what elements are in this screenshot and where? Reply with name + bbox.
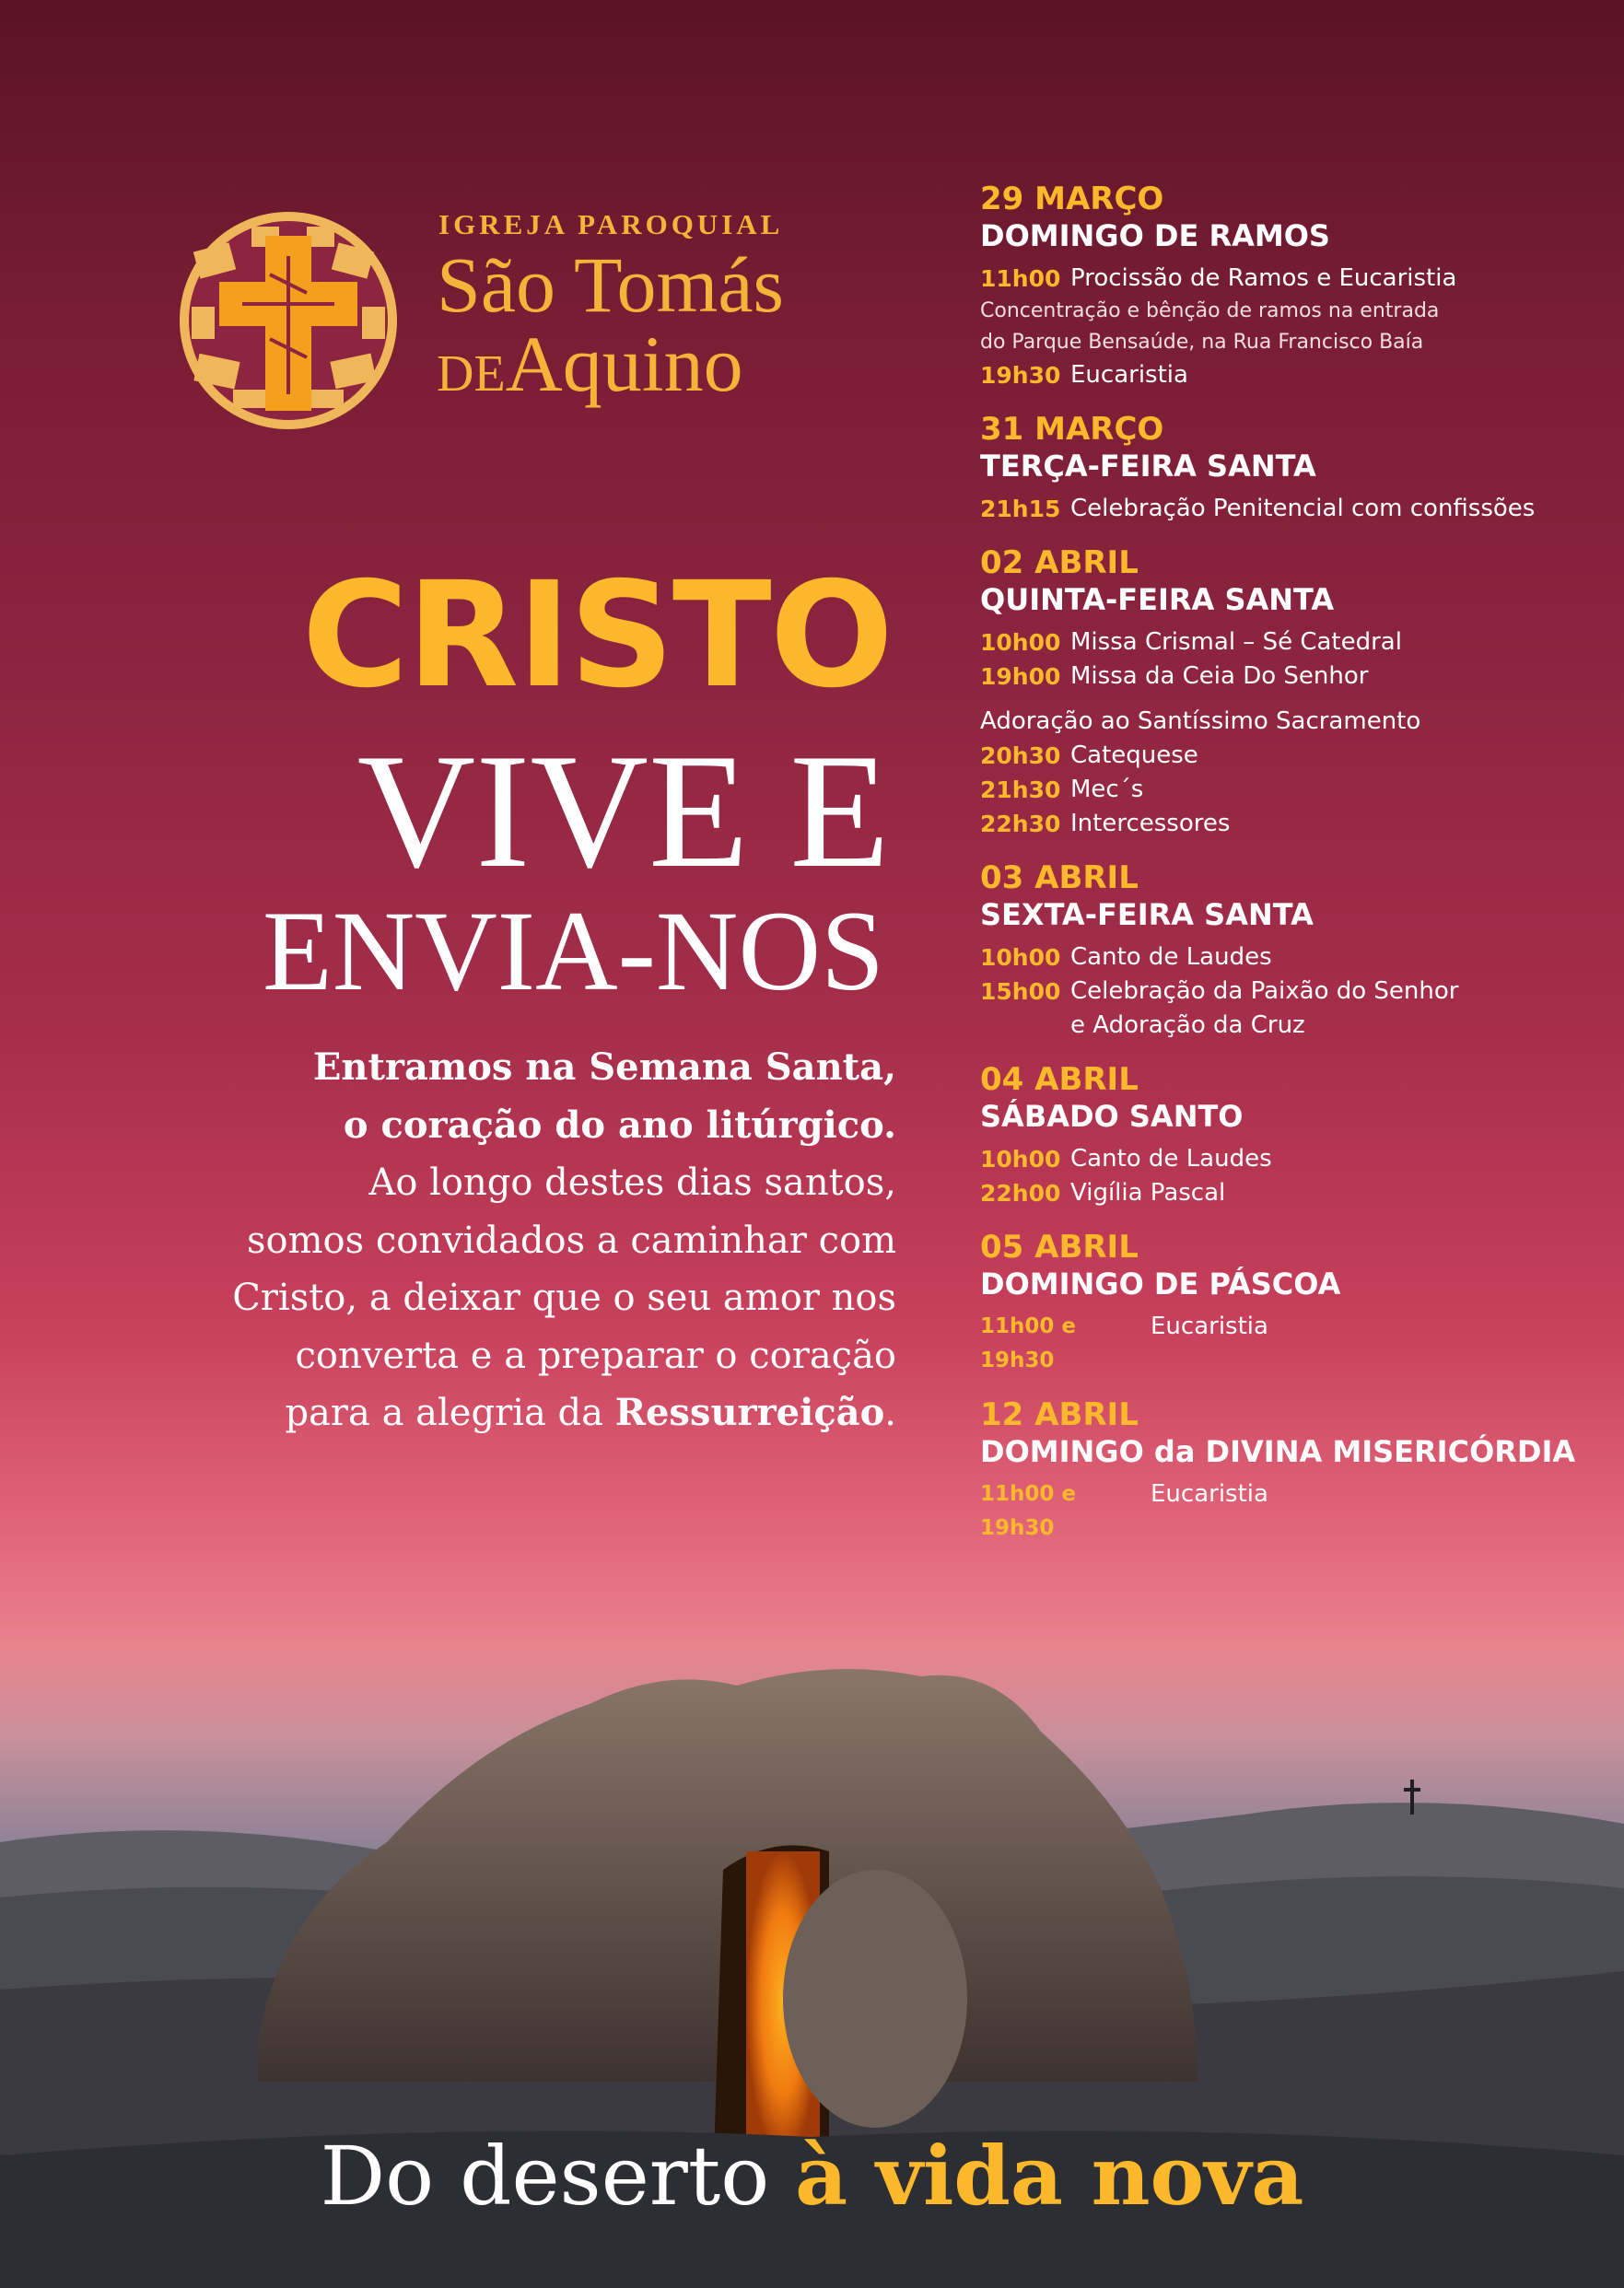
event-time: 15h00	[980, 978, 1061, 1005]
event-label: Intercessores	[1070, 810, 1231, 837]
event	[980, 739, 1606, 773]
day-date: 05 ABRIL	[980, 1229, 1139, 1266]
event-time: 20h30	[980, 742, 1061, 769]
intro-line: Entramos na Semana Santa,	[312, 1045, 896, 1089]
day-name: SEXTA-FEIRA SANTA	[980, 897, 1314, 932]
event-label: Catequese	[1070, 741, 1198, 769]
intro-text-ressurreicao: Ressurreição	[614, 1391, 885, 1434]
day-name: DOMINGO DE RAMOS	[980, 218, 1330, 253]
event	[980, 1477, 1606, 1546]
event-label: Missa Crismal – Sé Catedral	[1070, 628, 1402, 656]
title-envia-nos: ENVIA-NOS	[262, 888, 884, 1014]
event	[980, 1176, 1606, 1210]
event-time: 21h15	[980, 496, 1061, 522]
event-time: 11h00 e 19h30	[980, 1482, 1076, 1540]
event	[980, 1142, 1606, 1176]
intro-line: somos convidados a caminhar com	[246, 1219, 896, 1262]
event-label: Missa da Ceia Do Senhor	[1070, 662, 1369, 690]
day-date: 29 MARÇO	[980, 181, 1164, 217]
event	[980, 940, 1606, 975]
event-time: 19h00	[980, 663, 1061, 690]
day-date: 31 MARÇO	[980, 411, 1164, 448]
event-label: Canto de Laudes	[1070, 1145, 1272, 1173]
event-label: Celebração da Paixão do Senhor	[1070, 977, 1459, 1005]
schedule-day	[980, 1229, 1606, 1378]
day-date: 12 ABRIL	[980, 1396, 1139, 1433]
event-time: 22h00	[980, 1180, 1061, 1207]
day-name: SÁBADO SANTO	[980, 1099, 1244, 1134]
event-time: 10h00	[980, 629, 1061, 656]
intro-line: converta e a preparar o coração	[295, 1334, 896, 1377]
day-date: 03 ABRIL	[980, 859, 1139, 896]
event-note: do Parque Bensaúde, na Rua Francisco Baía	[980, 331, 1424, 354]
event-label: Eucaristia	[1070, 361, 1188, 389]
event-label: Canto de Laudes	[1070, 943, 1272, 971]
event-time: 11h00	[980, 265, 1061, 292]
schedule-day	[980, 1396, 1606, 1546]
event-label: Vigília Pascal	[1070, 1179, 1226, 1207]
tagline-part1: Do deserto	[320, 2129, 796, 2224]
event-time: 10h00	[980, 1146, 1061, 1173]
event-time: 10h00	[980, 944, 1061, 971]
event-time: 22h30	[980, 811, 1061, 837]
day-date: 04 ABRIL	[980, 1061, 1139, 1098]
event-subheading: Adoração ao Santíssimo Sacramento	[980, 707, 1421, 735]
event	[980, 660, 1606, 694]
tagline	[0, 2130, 1624, 2223]
event-time: 11h00 e 19h30	[980, 1314, 1076, 1372]
schedule-day	[980, 1061, 1606, 1210]
event	[980, 773, 1606, 807]
event	[980, 262, 1606, 296]
event-label: Mec´s	[1070, 776, 1144, 803]
event	[980, 975, 1606, 1009]
tagline-highlight: à vida nova	[795, 2128, 1304, 2224]
event	[980, 625, 1606, 660]
event	[980, 492, 1606, 526]
schedule-day	[980, 181, 1606, 392]
schedule	[980, 181, 1606, 1564]
event-time: 21h30	[980, 776, 1061, 803]
event	[980, 807, 1606, 841]
event-label: Eucaristia	[1151, 1480, 1268, 1508]
schedule-day	[980, 544, 1606, 841]
event-note: Concentração e bênção de ramos na entrada	[980, 299, 1440, 322]
day-name: DOMINGO da DIVINA MISERICÓRDIA	[980, 1434, 1576, 1469]
day-name: DOMINGO DE PÁSCOA	[980, 1267, 1341, 1302]
title-cristo: CRISTO	[301, 551, 892, 720]
intro-text	[141, 1039, 896, 1442]
logo-subtitle: IGREJA PAROQUIAL	[438, 208, 784, 240]
intro-line: Cristo, a deixar que o seu amor nos	[232, 1277, 896, 1319]
intro-line: o coração do ano litúrgico.	[343, 1103, 896, 1147]
event-time-spacer	[980, 1009, 1070, 1043]
intro-line: Ao longo destes dias santos,	[368, 1162, 896, 1204]
intro-text-part: para a alegria da	[285, 1392, 615, 1434]
event-time: 19h30	[980, 362, 1061, 389]
event-label: Eucaristia	[1151, 1313, 1268, 1340]
logo-cross-emblem	[178, 210, 399, 431]
logo-line2	[437, 320, 784, 414]
event-label: e Adoração da Cruz	[1070, 1011, 1305, 1039]
intro-text-period: .	[884, 1392, 896, 1434]
day-name: TERÇA-FEIRA SANTA	[980, 449, 1316, 484]
event-label: Procissão de Ramos e Eucaristia	[1070, 264, 1457, 292]
title-vive-e: VIVE E	[356, 719, 890, 902]
logo-de: DE	[437, 345, 506, 403]
logo-aquino: Aquino	[505, 320, 743, 408]
logo-name	[437, 240, 785, 414]
logo-line1: São Tomás	[437, 240, 785, 329]
event-label: Celebração Penitencial com confissões	[1070, 495, 1536, 522]
event	[980, 1009, 1606, 1043]
schedule-day	[980, 411, 1606, 526]
event	[980, 358, 1606, 392]
day-date: 02 ABRIL	[980, 544, 1139, 581]
event	[980, 1310, 1606, 1378]
day-name: QUINTA-FEIRA SANTA	[980, 582, 1335, 617]
schedule-day	[980, 859, 1606, 1043]
intro-line	[141, 1384, 896, 1442]
